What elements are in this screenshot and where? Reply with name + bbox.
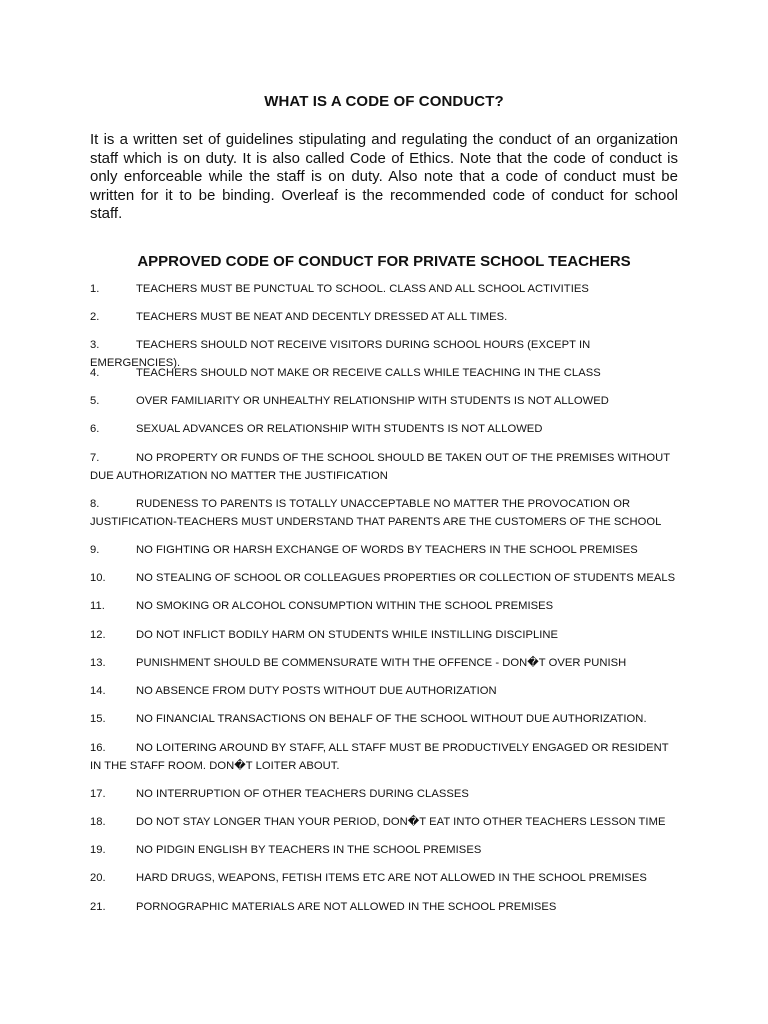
rule-number: 12.	[90, 629, 106, 641]
rule-text: TEACHERS MUST BE PUNCTUAL TO SCHOOL. CLASS AND ALL SCHOOL ACTIVITIES	[136, 283, 589, 295]
rule-number: 1.	[90, 283, 100, 295]
rule-number: 6.	[90, 423, 100, 435]
rule-text: PORNOGRAPHIC MATERIALS ARE NOT ALLOWED IN THE SCHOOL PREMISES	[136, 901, 557, 913]
rule-text: HARD DRUGS, WEAPONS, FETISH ITEMS ETC ARE NOT ALLOWED IN THE SCHOOL PREMISES	[136, 872, 647, 884]
rule-text: NO SMOKING OR ALCOHOL CONSUMPTION WITHIN THE SCHOOL PREMISES	[136, 600, 554, 612]
rule-text: NO PROPERTY OR FUNDS OF THE SCHOOL SHOULD BE TAKEN OUT OF THE PREMISES WITHOUT DUE AUTHORIZATION NO MATTER THE JUSTIFICATION	[90, 452, 670, 482]
list-item	[90, 597, 680, 615]
list-item	[90, 710, 680, 728]
rule-number: 13.	[90, 657, 106, 669]
rule-number: 8.	[90, 498, 100, 510]
rule-text: NO FINANCIAL TRANSACTIONS ON BEHALF OF THE SCHOOL WITHOUT DUE AUTHORIZATION.	[136, 713, 647, 725]
rule-text: OVER FAMILIARITY OR UNHEALTHY RELATIONSHIP WITH STUDENTS IS NOT ALLOWED	[136, 395, 609, 407]
rule-number: 15.	[90, 713, 106, 725]
list-item	[90, 841, 680, 859]
rule-number: 10.	[90, 572, 106, 584]
rule-text: TEACHERS MUST BE NEAT AND DECENTLY DRESSED AT ALL TIMES.	[136, 311, 508, 323]
list-item	[90, 308, 680, 326]
list-item	[90, 392, 680, 410]
list-item	[90, 682, 680, 700]
rule-number: 2.	[90, 311, 100, 323]
rule-text: NO LOITERING AROUND BY STAFF, ALL STAFF MUST BE PRODUCTIVELY ENGAGED OR RESIDENT IN THE STAFF ROOM. DON�T LOITER ABOUT.	[90, 742, 669, 772]
document-title: WHAT IS A CODE OF CONDUCT?	[264, 93, 504, 110]
list-item	[90, 739, 680, 775]
list-item	[90, 569, 680, 587]
rule-text: DO NOT INFLICT BODILY HARM ON STUDENTS WHILE INSTILLING DISCIPLINE	[136, 629, 559, 641]
rule-number: 18.	[90, 816, 106, 828]
rule-number: 9.	[90, 544, 100, 556]
list-item	[90, 813, 680, 831]
rule-text: TEACHERS SHOULD NOT MAKE OR RECEIVE CALLS WHILE TEACHING IN THE CLASS	[136, 367, 601, 379]
rule-number: 7.	[90, 452, 100, 464]
list-item	[90, 898, 680, 916]
rule-number: 20.	[90, 872, 106, 884]
rule-text: DO NOT STAY LONGER THAN YOUR PERIOD, DON�T EAT INTO OTHER TEACHERS LESSON TIME	[136, 816, 666, 828]
rule-number: 16.	[90, 742, 106, 754]
rule-text: PUNISHMENT SHOULD BE COMMENSURATE WITH THE OFFENCE - DON�T OVER PUNISH	[136, 657, 627, 669]
rule-number: 4.	[90, 367, 100, 379]
rule-number: 21.	[90, 901, 106, 913]
list-item	[90, 364, 680, 382]
code-heading: APPROVED CODE OF CONDUCT FOR PRIVATE SCHOOL TEACHERS	[137, 253, 631, 270]
rule-number: 19.	[90, 844, 106, 856]
rule-number: 17.	[90, 788, 106, 800]
rule-text: NO FIGHTING OR HARSH EXCHANGE OF WORDS BY TEACHERS IN THE SCHOOL PREMISES	[136, 544, 638, 556]
list-item	[90, 541, 680, 559]
list-item	[90, 869, 680, 887]
list-item	[90, 495, 680, 531]
rule-text: NO INTERRUPTION OF OTHER TEACHERS DURING CLASSES	[136, 788, 469, 800]
rule-text: NO STEALING OF SCHOOL OR COLLEAGUES PROPERTIES OR COLLECTION OF STUDENTS MEALS	[136, 572, 676, 584]
rule-text: NO ABSENCE FROM DUTY POSTS WITHOUT DUE AUTHORIZATION	[136, 685, 497, 697]
rule-number: 5.	[90, 395, 100, 407]
rule-number: 14.	[90, 685, 106, 697]
rule-text: TEACHERS SHOULD NOT RECEIVE VISITORS DURING SCHOOL HOURS (EXCEPT IN EMERGENCIES).	[90, 339, 591, 369]
rule-text: RUDENESS TO PARENTS IS TOTALLY UNACCEPTABLE NO MATTER THE PROVOCATION OR JUSTIFICATION-TEACHERS MUST UNDERSTAND THAT PARENTS ARE THE CUSTOMERS OF THE SCHOOL	[90, 498, 662, 528]
rule-text: SEXUAL ADVANCES OR RELATIONSHIP WITH STUDENTS IS NOT ALLOWED	[136, 423, 543, 435]
rule-number: 11.	[90, 600, 105, 612]
list-item	[90, 626, 680, 644]
list-item	[90, 449, 680, 485]
intro-paragraph: It is a written set of guidelines stipulating and regulating the conduct of an organization staff which is on duty. It is also called Code of Ethics. Note that the code of conduct is only enforceable while the staff is on duty. Also note that a code of conduct must be written for it to be binding. Overleaf is the recommended code of conduct for school staff.	[90, 131, 678, 223]
list-item	[90, 654, 680, 672]
rule-number: 3.	[90, 339, 100, 351]
list-item	[90, 280, 680, 298]
list-item	[90, 785, 680, 803]
rule-text: NO PIDGIN ENGLISH BY TEACHERS IN THE SCHOOL PREMISES	[136, 844, 482, 856]
list-item	[90, 420, 680, 438]
